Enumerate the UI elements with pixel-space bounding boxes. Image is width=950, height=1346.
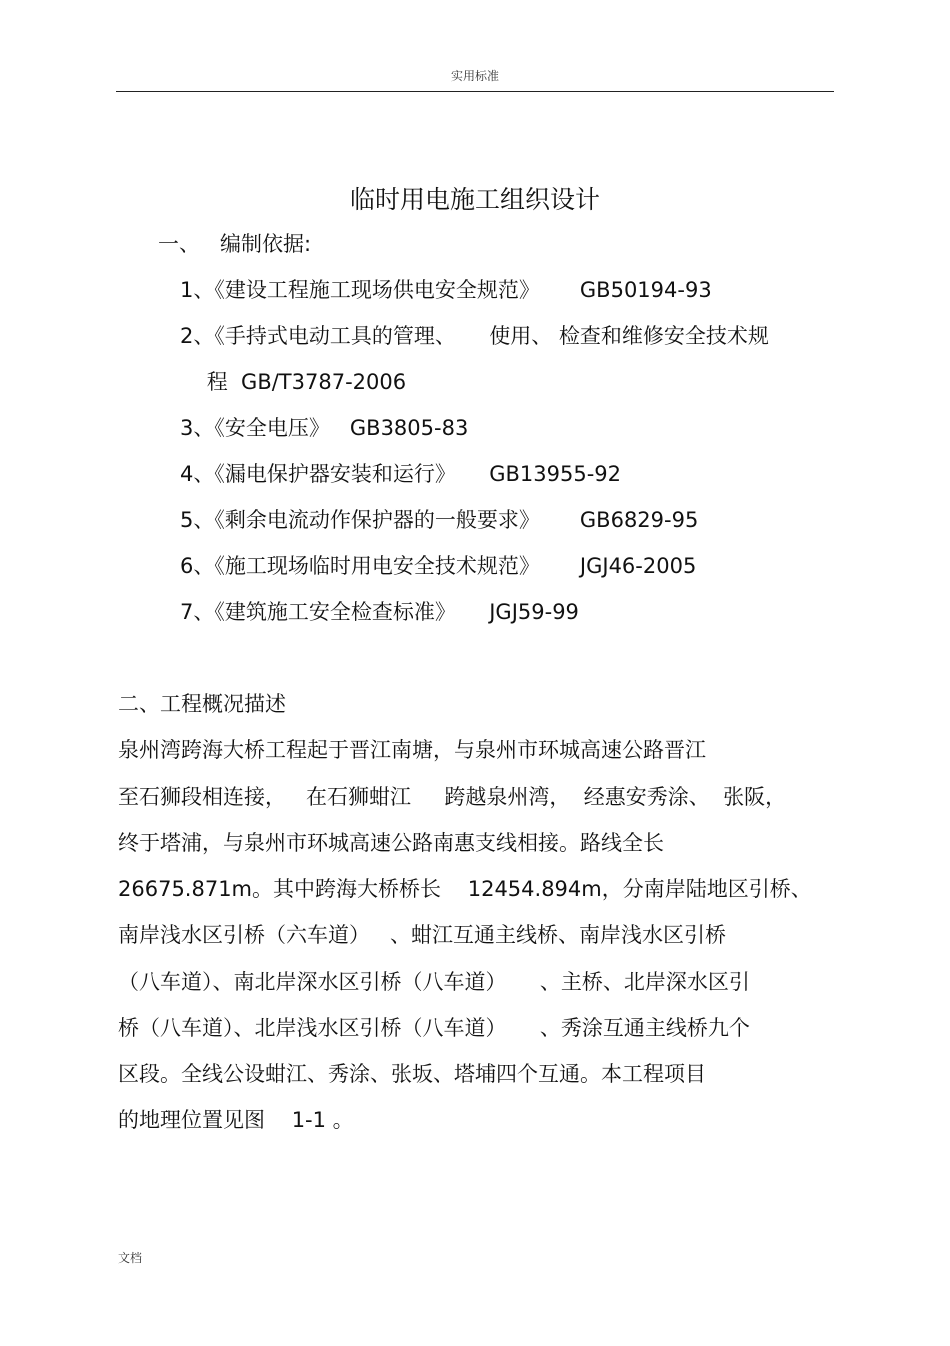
standard-item: 3、《安全电压》 GB3805-83 [180,416,469,440]
standard-item-continuation: 程 GB/T3787-2006 [180,370,407,394]
page-footer: 文档 [118,1251,143,1265]
page-header: 实用标准 [450,69,499,83]
standard-item: 6、《施工现场临时用电安全技术规范》 JGJ46-2005 [180,554,697,578]
standard-item: 1、《建设工程施工现场供电安全规范》 GB50194-93 [180,278,712,302]
paragraph-line: 桥（八车道）、北岸浅水区引桥（八车道） 、秀涂互通主线桥九个 [118,1016,750,1040]
paragraph-line: 26675.871m。其中跨海大桥桥长 12454.894m，分南岸陆地区引桥、 [118,877,812,901]
standard-item: 7、《建筑施工安全检查标准》 JGJ59-99 [180,600,579,624]
section1-heading: 一、 编制依据: [158,232,312,256]
paragraph-line: 的地理位置见图 1-1 。 [118,1108,354,1132]
paragraph-line: （八车道）、南北岸深水区引桥（八车道） 、主桥、北岸深水区引 [118,970,750,994]
paragraph-line: 至石狮段相连接， 在石狮蚶江 跨越泉州湾， 经惠安秀涂、 张阪， [118,785,787,809]
standard-item: 5、《剩余电流动作保护器的一般要求》 GB6829-95 [180,508,699,532]
standard-item: 2、《手持式电动工具的管理、 使用、 检查和维修安全技术规 [180,324,769,348]
paragraph-line: 区段。全线公设蚶江、秀涂、张坂、塔埔四个互通。本工程项目 [118,1062,706,1086]
paragraph-line: 终于塔浦，与泉州市环城高速公路南惠支线相接。路线全长 [118,831,664,855]
standard-item: 4、《漏电保护器安装和运行》 GB13955-92 [180,462,622,486]
header-divider [116,91,834,92]
section2-heading: 二、工程概况描述 [118,692,286,716]
paragraph-line: 泉州湾跨海大桥工程起于晋江南塘，与泉州市环城高速公路晋江 [118,738,706,762]
document-title: 临时用电施工组织设计 [349,185,600,214]
paragraph-line: 南岸浅水区引桥（六车道） 、蚶江互通主线桥、南岸浅水区引桥 [118,923,727,947]
